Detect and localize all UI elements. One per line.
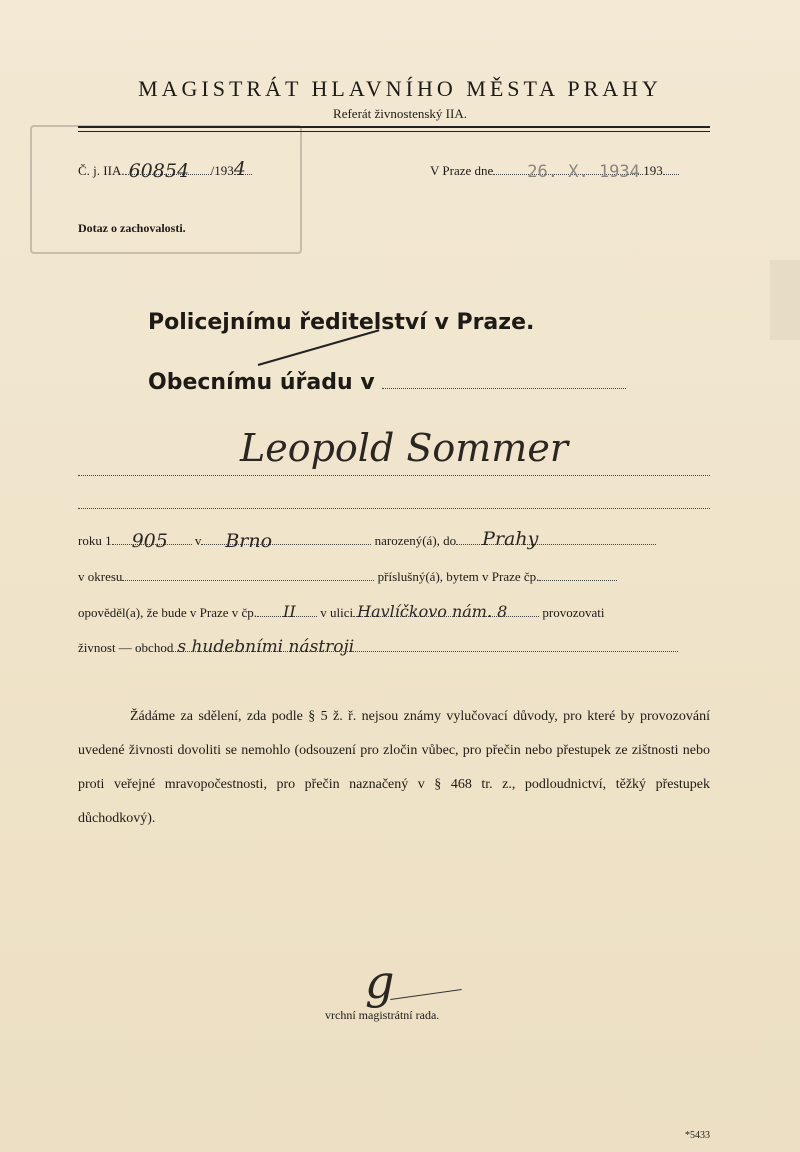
birth-year-field bbox=[112, 530, 192, 552]
domicile-field bbox=[456, 528, 656, 550]
request-paragraph: Žádáme za sdělení, zda podle § 5 ž. ř. nejsou známy vylučovací důvody, pro které by provozování uvedené živnosti dovoliti se nemohlo (odsouzení pro zločin vůbec, pro přečin nebo přestupek ze zištnosti nebo proti veřejné mravopočestnosti, pro přečin naznačený v § 468 tr. z., podloudnictví, těžký přestupek důchodkový). bbox=[78, 709, 710, 826]
date-label: V Praze dne bbox=[430, 163, 494, 178]
narozeny-label: narozený(á), do bbox=[374, 533, 457, 548]
ref-year-label: /193 bbox=[210, 163, 234, 178]
recipient-police: Policejnímu ředitelství v Praze. bbox=[148, 310, 535, 335]
header-rule-thick bbox=[78, 126, 710, 128]
birthplace-handwritten: Brno bbox=[225, 530, 273, 552]
house-number-field bbox=[539, 580, 617, 581]
date-suffix-dots bbox=[663, 174, 679, 175]
district-line bbox=[78, 569, 617, 585]
ulici-label: v ulici bbox=[320, 605, 354, 620]
subject-line: Dotaz o zachovalosti. bbox=[78, 221, 186, 235]
header-subtitle: Referát živnostenský IIA. bbox=[333, 106, 467, 121]
recipient-struck-word: úřadu bbox=[279, 370, 353, 395]
header-rule-thin bbox=[78, 131, 710, 132]
recipient-prefix: Obecnímu bbox=[148, 370, 273, 395]
premises-number-field bbox=[257, 602, 317, 621]
domicile-handwritten: Prahy bbox=[482, 528, 539, 550]
prislusny-label: příslušný(á), bytem v Praze čp. bbox=[377, 569, 540, 584]
reference-line bbox=[78, 158, 252, 182]
name-field-line bbox=[78, 475, 710, 476]
ref-label: Č. j. IIA. bbox=[78, 163, 125, 178]
date-stamp: 26. X. 1934 bbox=[527, 162, 640, 182]
recipient-place-field bbox=[382, 388, 626, 389]
ref-number-handwritten: 60854 bbox=[128, 160, 190, 182]
zivnost-label: živnost — obchod bbox=[78, 640, 174, 655]
applicant-name: Leopold Sommer bbox=[240, 426, 568, 470]
recipient-municipal bbox=[148, 370, 626, 395]
street-handwritten: Havlíčkovo nám. 8 bbox=[357, 602, 508, 621]
handwritten-signature: g bbox=[365, 955, 395, 1009]
birth-line bbox=[78, 528, 656, 552]
birthplace-field bbox=[201, 530, 371, 552]
trade-field bbox=[173, 637, 678, 657]
header-title: MAGISTRÁT HLAVNÍHO MĚSTA PRAHY bbox=[138, 76, 662, 101]
premises-line bbox=[78, 602, 605, 621]
ref-number-field bbox=[125, 160, 211, 182]
opovedel-label: opověděl(a), že bude v Praze v čp. bbox=[78, 605, 258, 620]
trade-line bbox=[78, 637, 678, 657]
signatory-title: vrchní magistrátní rada. bbox=[325, 1008, 440, 1022]
v-label: v bbox=[194, 533, 202, 548]
provozovati-label: provozovati bbox=[542, 605, 605, 620]
date-line bbox=[430, 162, 679, 182]
footer-form-code: *5433 bbox=[685, 1130, 710, 1141]
street-field bbox=[353, 602, 539, 621]
district-field bbox=[122, 580, 374, 581]
ref-year-field bbox=[233, 158, 252, 180]
roku-label: roku 1 bbox=[78, 533, 112, 548]
signature-stroke bbox=[390, 989, 461, 1000]
ref-year-handwritten: 4 bbox=[233, 158, 246, 180]
premises-number-handwritten: II bbox=[283, 602, 296, 621]
recipient-suffix: v bbox=[360, 370, 375, 395]
date-suffix: 193 bbox=[643, 163, 663, 178]
okresu-label: v okresu bbox=[78, 569, 123, 584]
trade-handwritten: s hudebními nástroji bbox=[177, 637, 355, 657]
paper-edge-shadow bbox=[770, 260, 800, 340]
birth-year-handwritten: 905 bbox=[131, 530, 168, 552]
date-field bbox=[493, 162, 643, 182]
name-field-line-2 bbox=[78, 508, 710, 509]
